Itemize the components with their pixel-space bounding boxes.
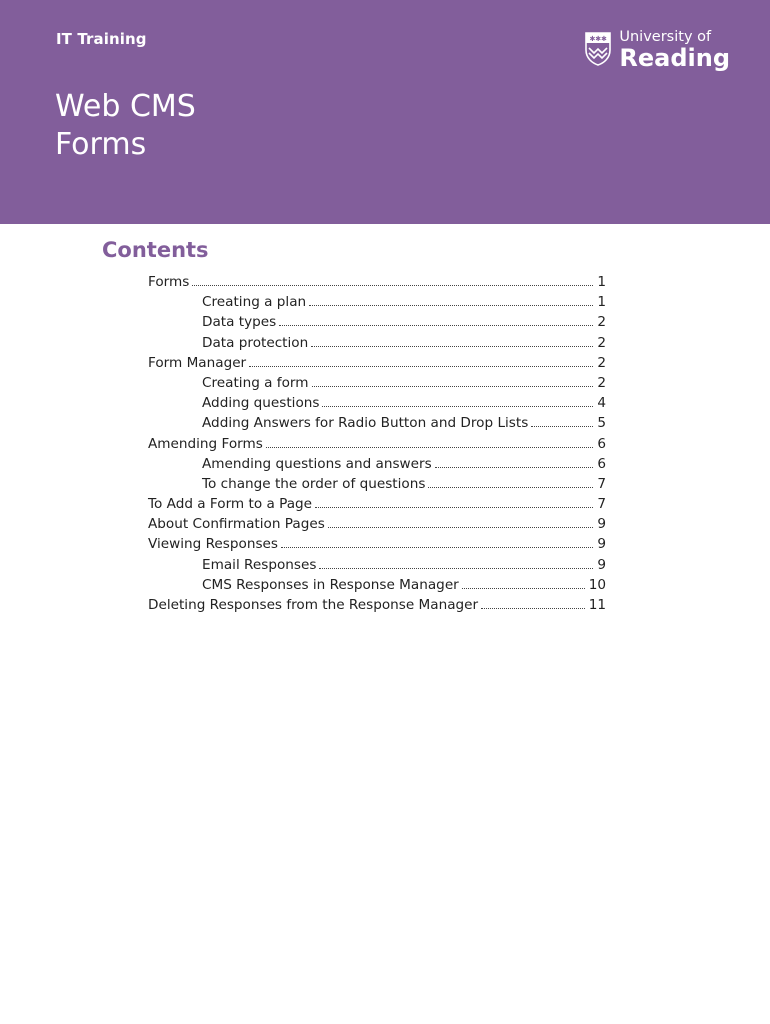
toc-dot-leader	[315, 496, 593, 508]
toc-dot-leader	[312, 375, 594, 387]
toc-entry-label: Email Responses	[202, 556, 317, 573]
toc-dot-leader	[531, 415, 593, 427]
toc-dot-leader	[435, 456, 594, 468]
document-title-line-2: Forms	[55, 127, 147, 162]
toc-entry-label: Amending questions and answers	[202, 455, 432, 472]
toc-entry[interactable]	[148, 395, 606, 415]
university-logo	[585, 30, 730, 70]
toc-entry[interactable]	[148, 415, 606, 435]
toc-dot-leader	[328, 516, 594, 528]
toc-entry-label: Data protection	[202, 334, 309, 351]
toc-dot-leader	[319, 557, 593, 569]
toc-entry-page-number: 1	[597, 294, 606, 311]
document-title-line-1: Web CMS	[55, 89, 196, 124]
toc-entry[interactable]	[148, 314, 606, 334]
document-title	[55, 88, 196, 164]
toc-dot-leader	[281, 536, 593, 548]
logo-line-1: University of	[619, 29, 712, 45]
toc-entry-page-number: 2	[597, 374, 606, 391]
contents-heading: Contents	[102, 238, 209, 262]
toc-dot-leader	[266, 436, 594, 448]
toc-entry-label: Form Manager	[148, 354, 247, 371]
toc-dot-leader	[322, 395, 593, 407]
table-of-contents	[148, 274, 606, 617]
toc-entry-label: To change the order of questions	[202, 475, 426, 492]
toc-entry-page-number: 10	[588, 576, 606, 593]
toc-entry-page-number: 1	[597, 274, 606, 290]
it-training-label: IT Training	[56, 30, 147, 48]
toc-entry-label: Data types	[202, 314, 277, 331]
toc-entry[interactable]	[148, 516, 606, 536]
crest-shield-icon	[585, 32, 611, 66]
toc-entry-page-number: 7	[597, 496, 606, 513]
toc-entry-page-number: 6	[597, 435, 606, 452]
svg-text:✱: ✱	[595, 35, 602, 43]
toc-entry-page-number: 2	[597, 334, 606, 351]
toc-entry-label: Adding Answers for Radio Button and Drop Lists	[202, 415, 529, 432]
svg-text:✱: ✱	[589, 35, 596, 43]
toc-dot-leader	[311, 335, 593, 347]
toc-entry[interactable]	[148, 536, 606, 556]
toc-entry-label: Deleting Responses from the Response Manager	[148, 597, 479, 613]
toc-entry[interactable]	[148, 294, 606, 314]
toc-entry[interactable]	[148, 476, 606, 496]
toc-entry-page-number: 9	[597, 516, 606, 533]
toc-dot-leader	[428, 476, 593, 488]
toc-entry-label: Adding questions	[202, 395, 320, 412]
logo-line-2: Reading	[619, 43, 730, 72]
toc-entry-label: About Confirmation Pages	[148, 516, 325, 533]
toc-entry[interactable]	[148, 335, 606, 355]
toc-entry-page-number: 9	[597, 556, 606, 573]
toc-entry[interactable]	[148, 597, 606, 617]
toc-entry-label: CMS Responses in Response Manager	[202, 576, 459, 593]
toc-entry-page-number: 11	[588, 597, 606, 613]
toc-entry-page-number: 2	[597, 354, 606, 371]
toc-entry[interactable]	[148, 355, 606, 375]
title-banner	[0, 0, 770, 224]
toc-entry[interactable]	[148, 436, 606, 456]
toc-entry-page-number: 4	[597, 395, 606, 412]
toc-dot-leader	[481, 597, 585, 609]
toc-entry-label: To Add a Form to a Page	[148, 496, 313, 513]
toc-dot-leader	[249, 355, 593, 367]
toc-entry-page-number: 6	[597, 455, 606, 472]
toc-entry-page-number: 5	[597, 415, 606, 432]
toc-dot-leader	[192, 274, 593, 286]
toc-entry-label: Amending Forms	[148, 435, 263, 452]
toc-entry[interactable]	[148, 375, 606, 395]
toc-entry[interactable]	[148, 274, 606, 294]
toc-entry-label: Creating a form	[202, 374, 309, 391]
toc-dot-leader	[462, 577, 585, 589]
toc-entry-label: Viewing Responses	[148, 536, 278, 553]
toc-entry-page-number: 2	[597, 314, 606, 331]
toc-entry[interactable]	[148, 496, 606, 516]
toc-entry-page-number: 7	[597, 475, 606, 492]
toc-entry[interactable]	[148, 557, 606, 577]
toc-dot-leader	[309, 294, 593, 306]
toc-entry[interactable]	[148, 456, 606, 476]
toc-entry-label: Forms	[148, 274, 190, 290]
toc-entry-page-number: 9	[597, 536, 606, 553]
toc-entry[interactable]	[148, 577, 606, 597]
toc-dot-leader	[279, 314, 593, 326]
svg-text:✱: ✱	[601, 35, 608, 43]
toc-entry-label: Creating a plan	[202, 294, 307, 311]
